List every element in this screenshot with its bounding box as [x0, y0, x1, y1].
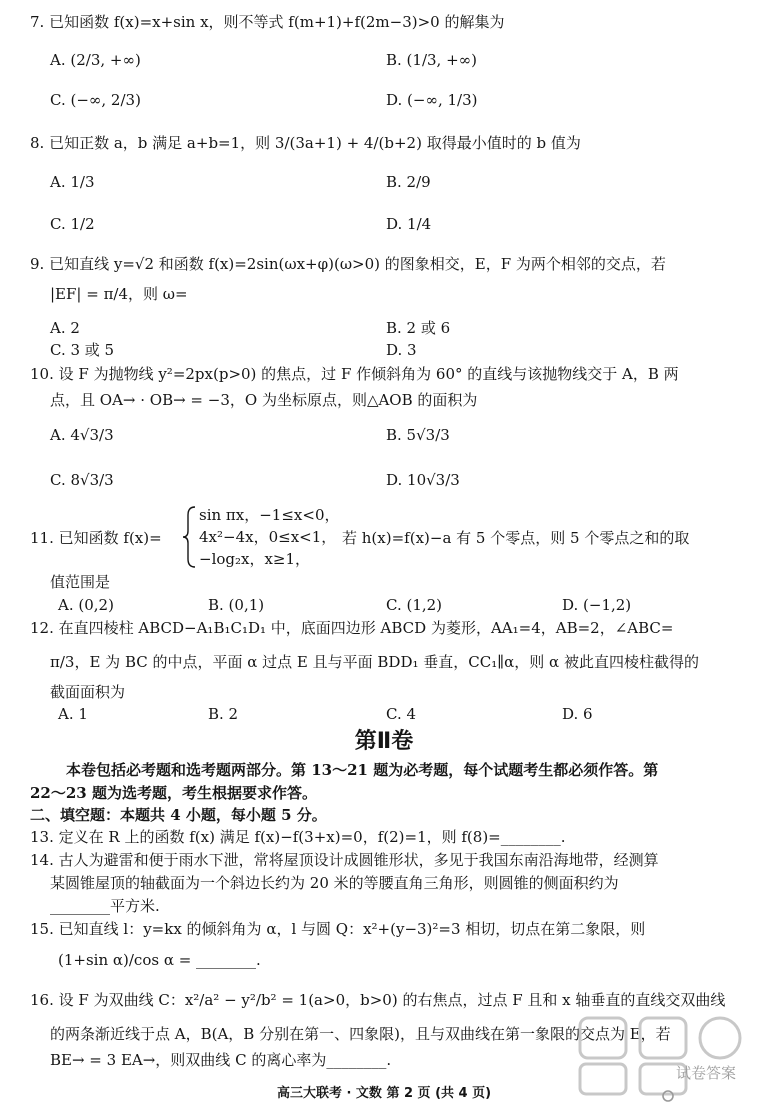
q7-option-c: C. (−∞, 2/3)	[50, 91, 141, 109]
q11-prefix: 11. 已知函数 f(x)=	[30, 529, 162, 547]
q8-option-a: A. 1/3	[50, 173, 95, 191]
q9-option-d: D. 3	[386, 341, 417, 359]
q10-option-d: D. 10√3/3	[386, 471, 460, 489]
q10-option-b: B. 5√3/3	[386, 426, 450, 444]
q14-stem-line2: 某圆锥屋顶的轴截面为一个斜边长约为 20 米的等腰直角三角形，则圆锥的侧面积约为	[50, 874, 619, 892]
q9-stem-line2: |EF| = π/4，则 ω=	[50, 285, 188, 303]
q11-case-2: 4x²−4x，0≤x<1，	[199, 528, 337, 546]
q11-stem-line2: 值范围是	[50, 573, 111, 591]
q8-option-c: C. 1/2	[50, 215, 95, 233]
q9-option-b: B. 2 或 6	[386, 319, 451, 337]
q8-option-d: D. 1/4	[386, 215, 432, 233]
section-2-intro-line1: 本卷包括必考题和选考题两部分。第 13～21 题为必考题，每个试题考生都必须作答。第	[66, 761, 659, 779]
q16-stem-line3: BE→ = 3 EA→，则双曲线 C 的离心率为________.	[50, 1051, 392, 1069]
q11-option-b: B. (0,1)	[208, 596, 265, 614]
q12-option-c: C. 4	[386, 705, 417, 723]
q15-stem-line1: 15. 已知直线 l：y=kx 的倾斜角为 α，l 与圆 Q：x²+(y−3)²=3 相切，切点在第二象限，则	[30, 920, 646, 938]
q10-option-a: A. 4√3/3	[50, 426, 114, 444]
q16-stem-line1: 16. 设 F 为双曲线 C：x²/a² − y²/b² = 1(a>0，b>0) 的右焦点，过点 F 且和 x 轴垂直的直线交双曲线	[30, 991, 726, 1009]
q12-stem-line3: 截面面积为	[50, 683, 126, 701]
section-2-title: 第Ⅱ卷	[354, 729, 414, 754]
q9-stem-line1: 9. 已知直线 y=√2 和函数 f(x)=2sin(ωx+φ)(ω>0) 的图象相交，E，F 为两个相邻的交点，若	[30, 255, 666, 273]
q10-stem-line1: 10. 设 F 为抛物线 y²=2px(p>0) 的焦点，过 F 作倾斜角为 60° 的直线与该抛物线交于 A，B 两	[30, 365, 679, 383]
section-2-intro-line2: 22～23 题为选考题，考生根据要求作答。	[30, 784, 317, 802]
q12-option-d: D. 6	[562, 705, 593, 723]
q16-stem-line2: 的两条渐近线于点 A，B(A，B 分别在第一、四象限)，且与双曲线在第一象限的交点为 E，若	[50, 1025, 671, 1043]
q15-stem-line2: (1+sin α)/cos α = ________.	[58, 951, 261, 969]
q12-stem-line1: 12. 在直四棱柱 ABCD−A₁B₁C₁D₁ 中，底面四边形 ABCD 为菱形，AA₁=4，AB=2，∠ABC=	[30, 619, 674, 637]
piecewise-brace	[181, 505, 197, 569]
q7-option-a: A. (2/3, +∞)	[50, 51, 141, 69]
q9-option-c: C. 3 或 5	[50, 341, 115, 359]
q11-suffix: 若 h(x)=f(x)−a 有 5 个零点，则 5 个零点之和的取	[342, 529, 690, 547]
q11-option-c: C. (1,2)	[386, 596, 443, 614]
q7-stem: 7. 已知函数 f(x)=x+sin x，则不等式 f(m+1)+f(2m−3)>0 的解集为	[30, 13, 505, 31]
q11-option-d: D. (−1,2)	[562, 596, 632, 614]
q11-case-3: −log₂x，x≥1，	[199, 550, 311, 568]
q7-option-b: B. (1/3, +∞)	[386, 51, 478, 69]
q13-stem: 13. 定义在 R 上的函数 f(x) 满足 f(x)−f(3+x)=0，f(2)=1，则 f(8)=________.	[30, 828, 566, 846]
q12-option-b: B. 2	[208, 705, 239, 723]
q12-option-a: A. 1	[58, 705, 88, 723]
watermark-text: 试卷答案	[676, 1064, 737, 1082]
q8-stem: 8. 已知正数 a，b 满足 a+b=1，则 3/(3a+1) + 4/(b+2) 取得最小值时的 b 值为	[30, 134, 581, 152]
q11-option-a: A. (0,2)	[58, 596, 114, 614]
q12-stem-line2: π/3，E 为 BC 的中点，平面 α 过点 E 且与平面 BDD₁ 垂直，CC₁∥α，则 α 被此直四棱柱截得的	[50, 653, 699, 671]
q14-stem-line1: 14. 古人为避雷和便于雨水下泄，常将屋顶设计成圆锥形状，多见于我国东南沿海地带，经测算	[30, 851, 659, 869]
q14-stem-line3: ________平方米.	[50, 897, 160, 915]
q10-option-c: C. 8√3/3	[50, 471, 114, 489]
q10-stem-line2: 点，且 OA→ · OB→ = −3，O 为坐标原点，则△AOB 的面积为	[50, 391, 478, 409]
q7-option-d: D. (−∞, 1/3)	[386, 91, 478, 109]
fill-blank-header: 二、填空题：本题共 4 小题，每小题 5 分。	[30, 806, 327, 824]
q9-option-a: A. 2	[50, 319, 80, 337]
q8-option-b: B. 2/9	[386, 173, 431, 191]
page-footer: 高三大联考 · 文数 第 2 页 (共 4 页)	[276, 1086, 492, 1101]
watermark-logo	[560, 1008, 765, 1103]
q11-case-1: sin πx，−1≤x<0，	[199, 506, 340, 524]
